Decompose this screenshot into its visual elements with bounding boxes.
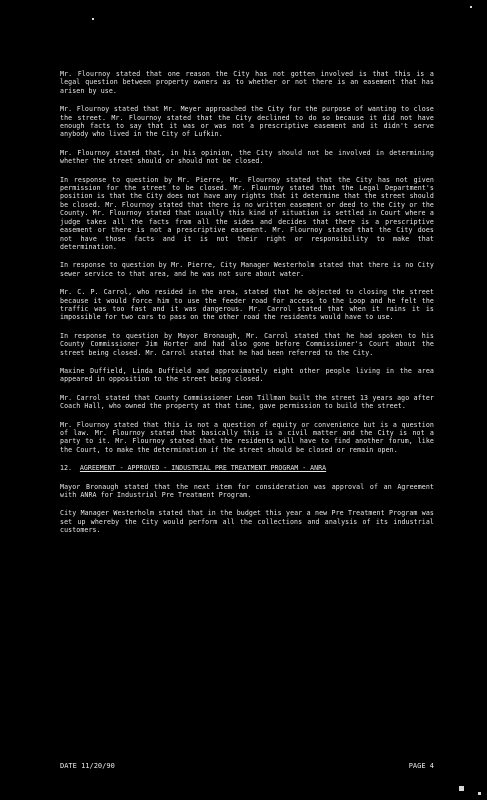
agenda-item-heading <box>60 464 434 472</box>
paragraph: City Manager Westerholm stated that in the budget this year a new Pre Treatment Program was set up whereby the City would perform all the collections and analysis of its industrial customers. <box>60 509 434 535</box>
agenda-item-number: 12. <box>60 464 72 473</box>
footer-page-number: PAGE 4 <box>408 762 434 770</box>
paragraph: Mr. Flournoy stated that one reason the City has not gotten involved is that this is a legal question between property owners as to whether or not there is an easement that has arisen by use. <box>60 70 434 95</box>
paragraph: In response to question by Mr. Pierre, Mr. Flournoy stated that the City has not given permission for the street to be closed. Mr. Flournoy stated that the Legal Department's position is that the City does not have any rights that it determine that the street should be closed. Mr. Flournoy stated that there is no written easement or deed to the City or the County. Mr. Flournoy stated that usually this kind of situation is settled in Court where a judge takes all the facts from all the sides and decides that there is a prescriptive easement or there is not a prescriptive easement. Mr. Flournoy stated that the City does not have those facts and it is not their right or responsibility to make that determination. <box>60 175 434 251</box>
paragraph: Mr. Flournoy stated that, in his opinion, the City should not be involved in determining whether the street should or should not be closed. <box>60 148 434 166</box>
agenda-item-title: AGREEMENT - APPROVED - INDUSTRIAL PRE TREATMENT PROGRAM - ANRA <box>79 464 327 473</box>
paragraph: Maxine Duffield, Linda Duffield and approximately eight other people living in the area appeared in opposition to the street being closed. <box>60 366 434 384</box>
paragraph: Mayor Bronaugh stated that the next item for consideration was approval of an Agreement with ANRA for Industrial Pre Treatment Program. <box>60 482 434 500</box>
page-footer <box>60 762 434 771</box>
paragraph: Mr. C. P. Carrol, who resided in the area, stated that he objected to closing the street because it would force him to use the feeder road for access to the Loop and he felt the traffic was too fast and it was dangerous. Mr. Carrol stated that when it rains it is impossible for two cars to pass on the other road the residents would have to use. <box>60 288 434 322</box>
scan-speck <box>478 792 481 795</box>
scan-speck <box>459 786 464 791</box>
paragraph: In response to question by Mayor Bronaugh, Mr. Carrol stated that he had spoken to his County Commissioner Jim Horter and had also gone before Commissioner's Court about the street being closed. Mr. Carrol stated that he had been referred to the City. <box>60 331 434 357</box>
document-body <box>60 70 434 545</box>
footer-date: DATE 11/20/90 <box>60 762 115 770</box>
scan-speck <box>92 18 94 20</box>
paragraph: Mr. Carrol stated that County Commissioner Leon Tillman built the street 13 years ago after Coach Hall, who owned the property at that time, gave permission to build the street. <box>60 393 434 411</box>
paragraph: Mr. Flournoy stated that this is not a question of equity or convenience but is a question of law. Mr. Flournoy stated that basically this is a civil matter and the City is not a party to it. Mr. Flournoy stated that the residents will have to find another forum, like the Court, to make the determination if the street should be closed or remain open. <box>60 420 434 454</box>
scan-speck <box>470 6 472 8</box>
paragraph: Mr. Flournoy stated that Mr. Meyer approached the City for the purpose of wanting to close the street. Mr. Flournoy stated that the City declined to do so because it did not have enough facts to say that it was or was not a prescriptive easement and it didn't serve anybody who lived in the City of Lufkin. <box>60 105 434 139</box>
paragraph: In response to question by Mr. Pierre, City Manager Westerholm stated that there is no City sewer service to that area, and he was not sure about water. <box>60 261 434 278</box>
